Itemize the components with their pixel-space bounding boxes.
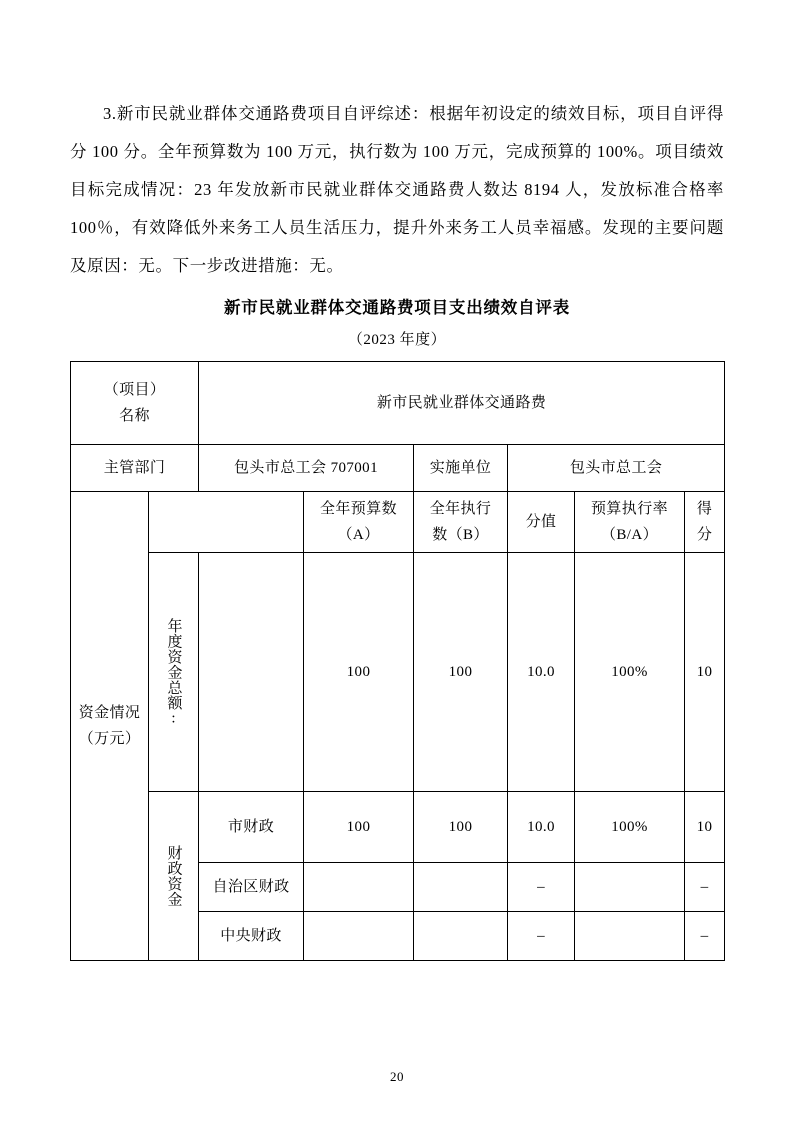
cell-funds-label: 资金情况 （万元） bbox=[71, 492, 149, 961]
cell-annual-total-budget: 100 bbox=[304, 553, 414, 792]
cell-city-fiscal-score-value: 10.0 bbox=[508, 792, 575, 863]
table-row bbox=[71, 792, 725, 863]
cell-annual-total-score-value: 10.0 bbox=[508, 553, 575, 792]
cell-city-fiscal-score: 10 bbox=[685, 792, 725, 863]
table-header-row bbox=[71, 492, 725, 553]
cell-project-name-value: 新市民就业群体交通路费 bbox=[199, 362, 725, 445]
table-row bbox=[71, 362, 725, 445]
cell-central-fiscal-score: – bbox=[685, 912, 725, 961]
cell-department-label: 主管部门 bbox=[71, 445, 199, 492]
cell-region-fiscal-score-value: – bbox=[508, 863, 575, 912]
cell-annual-total-score: 10 bbox=[685, 553, 725, 792]
cell-region-fiscal-executed bbox=[414, 863, 508, 912]
cell-header-score: 得 分 bbox=[685, 492, 725, 553]
page-number: 20 bbox=[390, 1069, 404, 1084]
cell-annual-total-sub bbox=[199, 553, 304, 792]
cell-central-fiscal-executed bbox=[414, 912, 508, 961]
cell-annual-total-exec-rate: 100% bbox=[575, 553, 685, 792]
cell-central-fiscal-label: 中央财政 bbox=[199, 912, 304, 961]
table-title: 新市民就业群体交通路费项目支出绩效自评表 bbox=[224, 298, 570, 317]
cell-fiscal-funds-label: 财政资金 bbox=[149, 792, 199, 961]
cell-central-fiscal-score-value: – bbox=[508, 912, 575, 961]
cell-annual-total-executed: 100 bbox=[414, 553, 508, 792]
cell-header-executed: 全年执行 数（B） bbox=[414, 492, 508, 553]
cell-unit-label: 实施单位 bbox=[414, 445, 508, 492]
table-row bbox=[71, 553, 725, 792]
cell-department-value: 包头市总工会 707001 bbox=[199, 445, 414, 492]
cell-region-fiscal-budget bbox=[304, 863, 414, 912]
table-row bbox=[71, 445, 725, 492]
paragraph-text: 3.新市民就业群体交通路费项目自评综述：根据年初设定的绩效目标，项目自评得分 100 分。全年预算数为 100 万元，执行数为 100 万元，完成预算的 100%。项目绩效目标完成情况：23 年发放新市民就业群体交通路费人数达 8194 人，发放标准合格率 100％，有效降低外来务工人员生活压力，提升外来务工人员幸福感。发现的主要问题及原因：无。下一步改进措施：无。 bbox=[70, 104, 724, 275]
cell-header-exec-rate: 预算执行率 （B/A） bbox=[575, 492, 685, 553]
cell-annual-total-label: 年度资金总额: bbox=[149, 553, 199, 792]
cell-city-fiscal-exec-rate: 100% bbox=[575, 792, 685, 863]
performance-evaluation-table bbox=[70, 361, 725, 961]
cell-city-fiscal-label: 市财政 bbox=[199, 792, 304, 863]
cell-header-budget-total: 全年预算数 （A） bbox=[304, 492, 414, 553]
cell-project-name-label: （项目） 名称 bbox=[71, 362, 199, 445]
cell-region-fiscal-score: – bbox=[685, 863, 725, 912]
cell-region-fiscal-label: 自治区财政 bbox=[199, 863, 304, 912]
cell-central-fiscal-exec-rate bbox=[575, 912, 685, 961]
cell-header-score-value: 分值 bbox=[508, 492, 575, 553]
cell-header-blank bbox=[149, 492, 304, 553]
cell-unit-value: 包头市总工会 bbox=[508, 445, 725, 492]
cell-central-fiscal-budget bbox=[304, 912, 414, 961]
cell-region-fiscal-exec-rate bbox=[575, 863, 685, 912]
cell-city-fiscal-budget: 100 bbox=[304, 792, 414, 863]
cell-city-fiscal-executed: 100 bbox=[414, 792, 508, 863]
table-subtitle: （2023 年度） bbox=[347, 332, 447, 348]
self-evaluation-paragraph bbox=[70, 95, 724, 285]
